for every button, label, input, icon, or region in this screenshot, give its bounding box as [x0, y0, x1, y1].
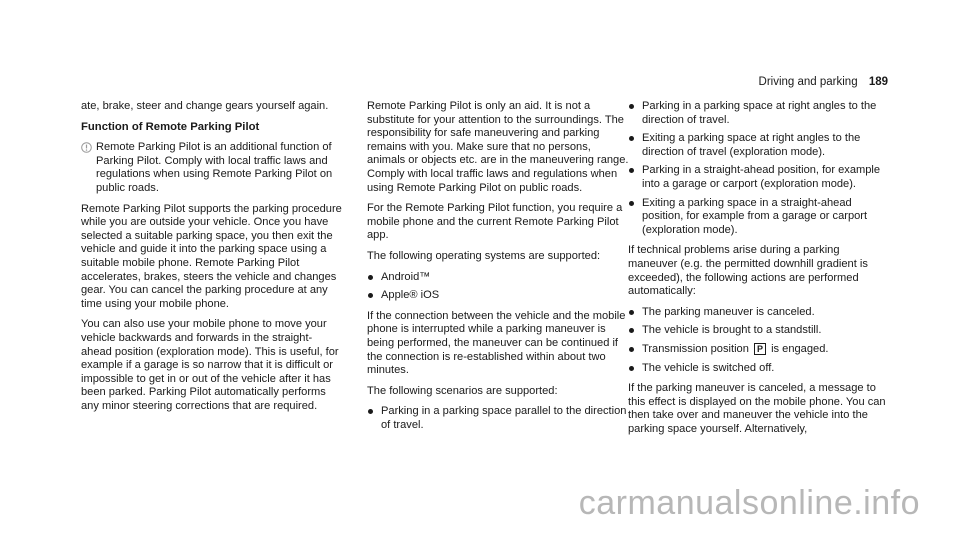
paragraph: The following operating systems are supported:: [367, 249, 601, 262]
column-middle: [367, 100, 629, 439]
section-heading: Function of Remote Parking Pilot: [81, 120, 260, 133]
list-item: Android™: [367, 271, 629, 285]
watermark: carmanualsonline.info: [578, 484, 920, 522]
list-item: The vehicle is switched off.: [628, 362, 890, 376]
os-list: [367, 271, 629, 303]
section-title: Driving and parking: [758, 76, 858, 88]
column-right: [628, 100, 890, 443]
list-item: The vehicle is brought to a standstill.: [628, 324, 890, 338]
paragraph: Remote Parking Pilot supports the parking procedure while you are outside your vehicle. Once you have selected a suitable parking space, you then exit the vehicle and guide it into the parking space using a suitable mobile phone. Remote Parking Pilot accelerates, brakes, steers the vehicle and changes gear. You can cancel the parking procedure at any time using your mobile phone.: [81, 202, 342, 310]
list-item: [628, 343, 890, 357]
list-item: Parking in a straight-ahead position, for example into a garage or carport (exploration mode).: [628, 164, 890, 191]
column-left: [81, 100, 343, 420]
list-item-text: Transmission position: [642, 342, 749, 355]
paragraph: ate, brake, steer and change gears yourself again.: [81, 100, 329, 112]
paragraph: For the Remote Parking Pilot function, you require a mobile phone and the current Remote Parking Pilot app.: [367, 202, 623, 242]
paragraph: If the connection between the vehicle and the mobile phone is interrupted while a parking maneuver is being performed, the maneuver can be continued if the connection is re-established within about two minutes.: [367, 309, 626, 377]
scenario-list: [367, 405, 629, 432]
info-note: [81, 141, 343, 195]
paragraph: Remote Parking Pilot is only an aid. It is not a substitute for your attention to the surroundings. The responsibility for safe maneuvering and parking remains with you. Make sure that no persons, animals or objects etc. are in the maneuvering range. Comply with local traffic laws and regulations when using Remote Parking Pilot on public roads.: [367, 100, 629, 194]
list-item: Apple® iOS: [367, 289, 629, 303]
paragraph: If the parking maneuver is canceled, a message to this effect is displayed on the mobile phone. You can then take over and maneuver the vehicle into the parking space yourself. Alternatively,: [628, 382, 886, 435]
note-text: Remote Parking Pilot is an additional function of Parking Pilot. Comply with local traffic laws and regulations when using Remote Parking Pilot on public roads.: [96, 141, 333, 194]
list-item: The parking maneuver is canceled.: [628, 306, 890, 320]
page-header: [759, 76, 888, 88]
paragraph: If technical problems arise during a parking maneuver (e.g. the permitted downhill gradient is exceeded), the following actions are performed automatically:: [628, 244, 868, 298]
page-number: 189: [868, 76, 888, 88]
scenario-list-continued: [628, 100, 890, 237]
list-item: Parking in a parking space parallel to the direction of travel.: [367, 405, 629, 432]
paragraph: You can also use your mobile phone to move your vehicle backwards and forwards in the straight-ahead position (exploration mode). This is useful, for example if a garage is so narrow that it is difficult or impossible to get in or out of the vehicle after it has been parked. Parking Pilot automatically performs any minor steering corrections that are required.: [81, 318, 339, 412]
list-item-text: is engaged.: [771, 342, 829, 355]
list-item: Parking in a parking space at right angles to the direction of travel.: [628, 100, 890, 127]
actions-list: [628, 306, 890, 375]
list-item: Exiting a parking space at right angles to the direction of travel (exploration mode).: [628, 132, 890, 159]
info-note-icon: [81, 142, 92, 153]
park-position-icon: P: [754, 343, 766, 355]
paragraph: The following scenarios are supported:: [367, 384, 558, 397]
list-item: Exiting a parking space in a straight-ahead position, for example from a garage or carport (exploration mode).: [628, 197, 890, 238]
